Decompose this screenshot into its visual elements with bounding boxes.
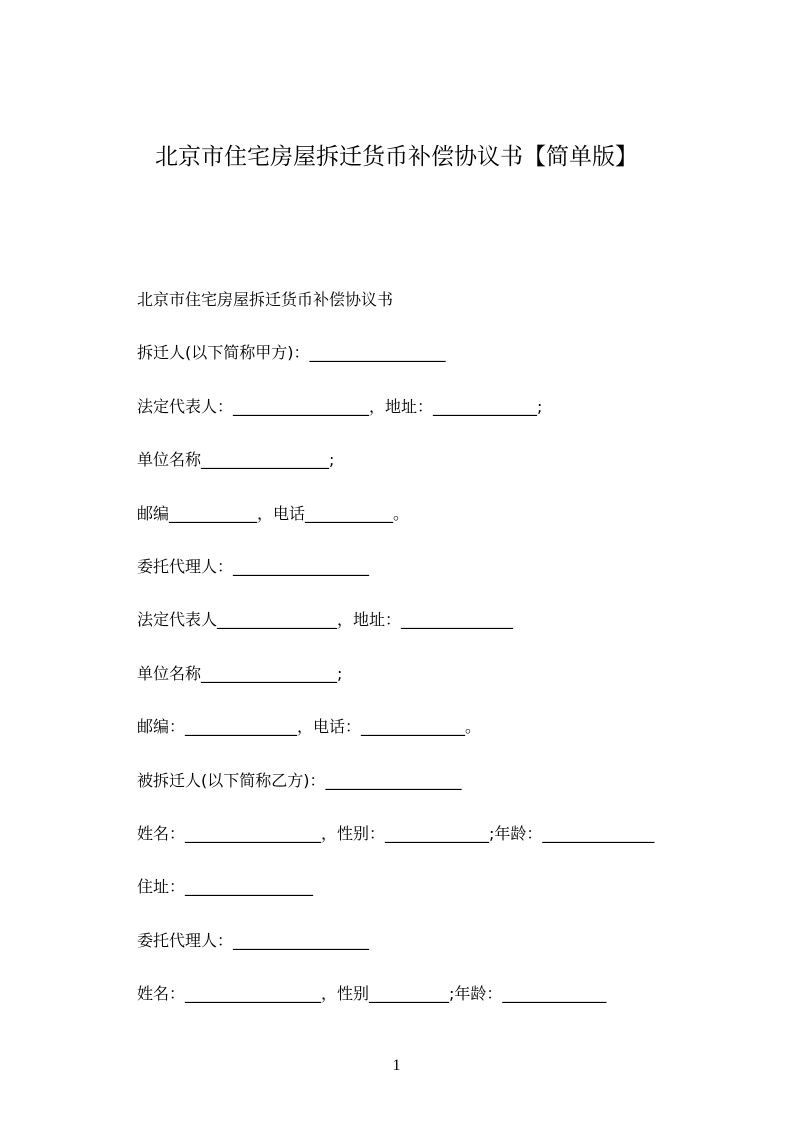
document-title: 北京市住宅房屋拆迁货币补偿协议书【简单版】	[155, 144, 638, 170]
agreement-heading: 北京市住宅房屋拆迁货币补偿协议书	[137, 290, 394, 309]
page-number: 1	[392, 1057, 401, 1074]
agreement-body	[137, 273, 757, 1020]
agent-postcode-phone-line: 邮编：______________，电话：_____________。	[137, 717, 482, 737]
demolisher-unit-name-line: 单位名称________________;	[137, 450, 335, 470]
demolisher-agent-line: 委托代理人：_________________	[137, 556, 370, 576]
relocatee-address-line: 住址：________________	[137, 877, 314, 897]
demolisher-legal-rep-address-line: 法定代表人：_________________，地址：_____________;	[137, 396, 543, 416]
demolisher-line: 拆迁人(以下简称甲方)：_________________	[137, 343, 446, 363]
relocatee-line: 被拆迁人(以下简称乙方)：_________________	[137, 770, 462, 790]
agent-legal-rep-address-line: 法定代表人_______________，地址：______________	[137, 610, 514, 630]
relocatee-agent-line: 委托代理人：_________________	[137, 930, 370, 950]
relocatee-name-gender-age-line: 姓名：_________________，性别：_____________;年龄：______________	[137, 823, 655, 843]
relocatee-agent-name-gender-age-line: 姓名：_________________，性别__________;年龄：_____________	[137, 984, 607, 1004]
demolisher-postcode-phone-line: 邮编___________，电话___________。	[137, 503, 410, 523]
agent-unit-name-line: 单位名称_________________;	[137, 663, 343, 683]
